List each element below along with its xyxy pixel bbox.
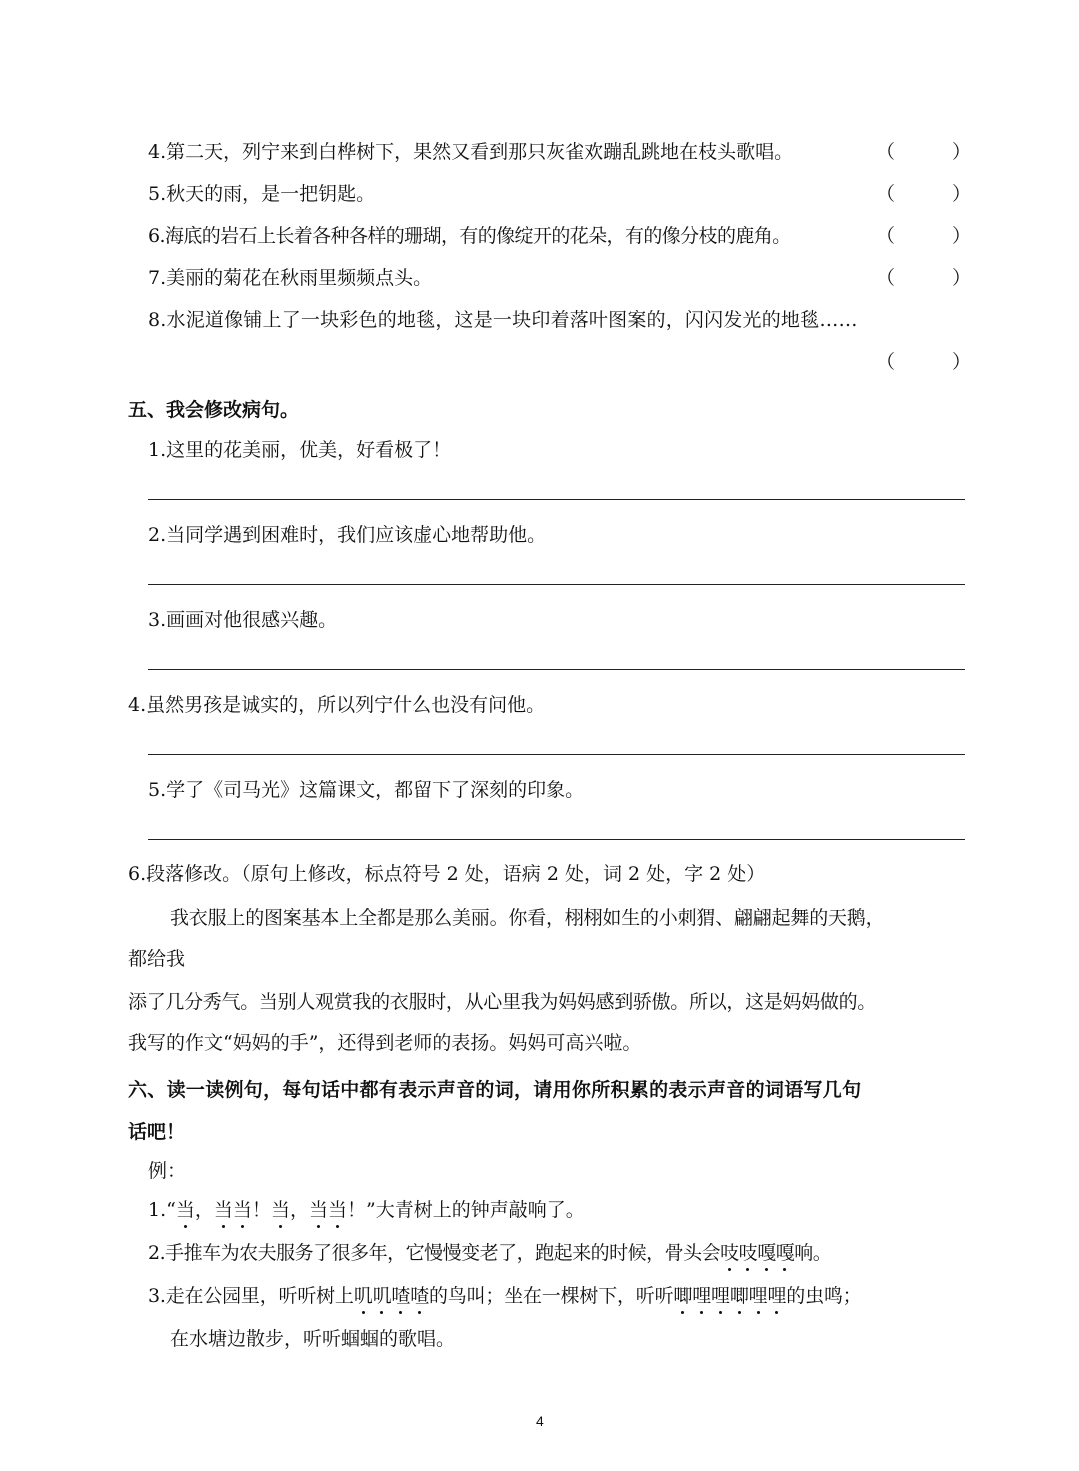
judgment-item-8: 8.水泥道像铺上了一块彩色的地毯，这是一块印着落叶图案的，闪闪发光的地毯…… bbox=[148, 309, 858, 331]
answer-line-3[interactable] bbox=[148, 669, 965, 670]
sentence-item-3: 3.画画对他很感兴趣。 bbox=[148, 609, 338, 631]
sound-char: 喳 bbox=[391, 1285, 411, 1307]
sound-word bbox=[309, 1199, 347, 1221]
sound-char: 哩 bbox=[767, 1285, 787, 1307]
paragraph-line-2: 都给我 bbox=[128, 948, 186, 970]
answer-paren-close-8: ） bbox=[952, 351, 972, 373]
sound-char: 嘎 bbox=[775, 1242, 795, 1264]
sound-char: 当 bbox=[232, 1199, 252, 1221]
judgment-item-6: 6.海底的岩石上长着各种各样的珊瑚，有的像绽开的花朵，有的像分枝的鹿角。 bbox=[148, 225, 791, 247]
sound-char: 吱 bbox=[738, 1242, 758, 1264]
sound-word bbox=[214, 1199, 252, 1221]
sound-word bbox=[720, 1242, 794, 1264]
sound-char: 当 bbox=[327, 1199, 347, 1221]
answer-paren-open-8: （ bbox=[876, 351, 896, 373]
sound-char: 叽 bbox=[372, 1285, 392, 1307]
judgment-item-5: 5.秋天的雨，是一把钥匙。 bbox=[148, 183, 376, 205]
answer-line-2[interactable] bbox=[148, 584, 965, 585]
section-5-title: 五、我会修改病句。 bbox=[128, 399, 300, 421]
sound-char: 唧 bbox=[673, 1285, 693, 1307]
sound-char: 哩 bbox=[748, 1285, 768, 1307]
sound-char: 哩 bbox=[711, 1285, 730, 1307]
answer-paren-open-4: （ bbox=[876, 141, 896, 163]
example-1: 1.“当，当当！当，当当！”大青树上的钟声敲响了。 bbox=[148, 1199, 585, 1221]
example-2: 2.手推车为农夫服务了很多年，它慢慢变老了，跑起来的时候，骨头会吱吱嘎嘎响。 bbox=[148, 1242, 832, 1264]
sound-word bbox=[673, 1285, 786, 1307]
sentence-item-2: 2.当同学遇到困难时，我们应该虚心地帮助他。 bbox=[148, 524, 547, 546]
sound-char: 嘎 bbox=[757, 1242, 776, 1264]
answer-paren-open-5: （ bbox=[876, 183, 896, 205]
example-label: 例： bbox=[148, 1160, 187, 1182]
answer-paren-close-4: ） bbox=[952, 141, 972, 163]
paragraph-line-3: 添了几分秀气。当别人观赏我的衣服时，从心里我为妈妈感到骄傲。所以，这是妈妈做的。 bbox=[128, 991, 877, 1013]
example-3-line-2: 在水塘边散步，听听蝈蝈的歌唱。 bbox=[170, 1328, 456, 1350]
answer-paren-open-6: （ bbox=[876, 225, 896, 247]
sound-char: 当 bbox=[213, 1199, 233, 1221]
sentence-item-1: 1.这里的花美丽，优美，好看极了！ bbox=[148, 439, 452, 461]
answer-paren-open-7: （ bbox=[876, 267, 896, 289]
section-6-title-line-2: 话吧！ bbox=[128, 1121, 186, 1143]
answer-line-4[interactable] bbox=[148, 754, 965, 755]
answer-line-5[interactable] bbox=[148, 839, 965, 840]
answer-paren-close-6: ） bbox=[952, 225, 972, 247]
sound-char: 吱 bbox=[720, 1242, 739, 1264]
sentence-item-4: 4.虽然男孩是诚实的，所以列宁什么也没有问他。 bbox=[128, 694, 546, 716]
sound-word: 当 bbox=[270, 1199, 290, 1221]
paragraph-edit-instruction: 6.段落修改。（原句上修改，标点符号 2 处，语病 2 处，词 2 处，字 2 处） bbox=[128, 863, 766, 885]
answer-paren-close-7: ） bbox=[952, 267, 972, 289]
judgment-item-7: 7.美丽的菊花在秋雨里频频点头。 bbox=[148, 267, 433, 289]
sound-char: 哩 bbox=[692, 1285, 712, 1307]
sentence-item-5: 5.学了《司马光》这篇课文，都留下了深刻的印象。 bbox=[148, 779, 585, 801]
sound-char: 叽 bbox=[353, 1285, 373, 1307]
page-number: 4 bbox=[536, 1413, 544, 1429]
section-6-title-line-1: 六、读一读例句，每句话中都有表示声音的词，请用你所积累的表示声音的词语写几句 bbox=[128, 1079, 862, 1101]
paragraph-line-4: 我写的作文“妈妈的手”，还得到老师的表扬。妈妈可高兴啦。 bbox=[128, 1032, 642, 1054]
answer-paren-close-5: ） bbox=[952, 183, 972, 205]
sound-char: 当 bbox=[308, 1199, 328, 1221]
sound-word: 当 bbox=[175, 1199, 195, 1221]
answer-line-1[interactable] bbox=[148, 499, 965, 500]
sound-char: 唧 bbox=[729, 1285, 749, 1307]
judgment-item-4: 4.第二天，列宁来到白桦树下，果然又看到那只灰雀欢蹦乱跳地在枝头歌唱。 bbox=[148, 141, 794, 163]
sound-char: 喳 bbox=[410, 1285, 429, 1307]
sound-word bbox=[354, 1285, 429, 1307]
paragraph-line-1: 我衣服上的图案基本上全都是那么美丽。你看，栩栩如生的小刺猬、翩翩起舞的天鹅， bbox=[170, 907, 885, 929]
example-3: 3.走在公园里，听听树上叽叽喳喳的鸟叫；坐在一棵树下，听听唧哩哩唧哩哩的虫鸣； bbox=[148, 1285, 862, 1307]
